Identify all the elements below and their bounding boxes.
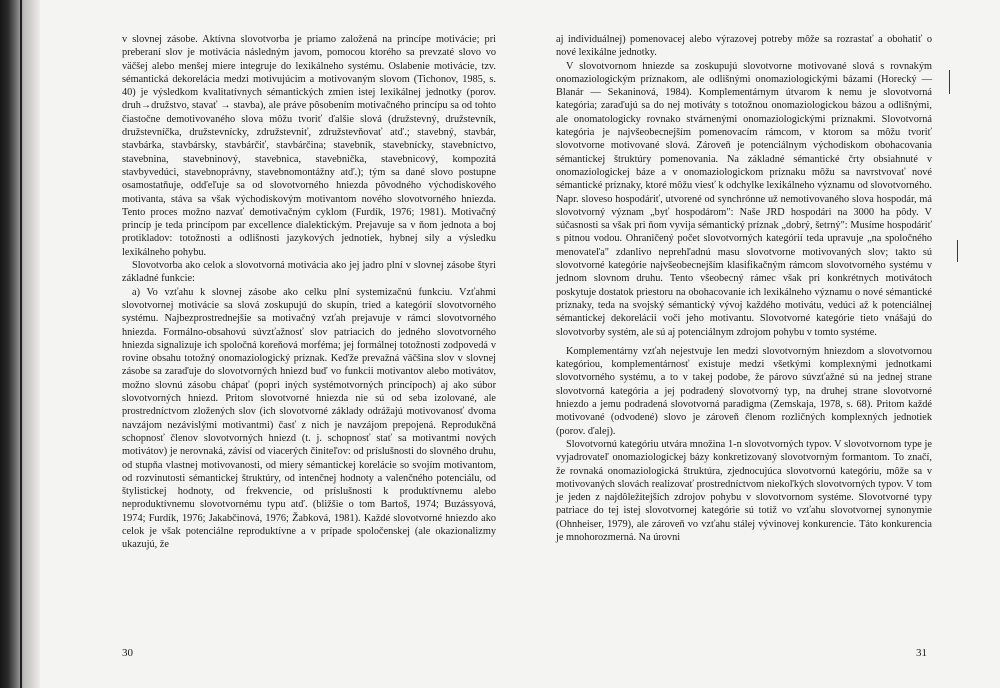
- left-page-number: 30: [122, 647, 133, 659]
- right-paragraph-3: Komplementárny vzťah nejestvuje len medzi slovotvorným hniezdom a slovotvornou kategóriou, komplementárnosť existuje medzi všetkými komplexnými jednotkami slovotvorného systému, a to v takej podobe, že párovo súvzťažné sú na jednej strane slovotvorná kategória a jej podradený slovotvorný typ, na druhej strane slovotvorné hniezdo a jemu podradená slovotvorná paradigma (Zemskaja, 1978, s. 68). Pritom každé motivované (odvodené) slovo je zároveň členom rozličných komplexných jednotiek (porov. ďalej).: [556, 345, 932, 437]
- binding-line: [20, 0, 22, 688]
- left-page: [122, 33, 496, 633]
- margin-pencil-mark: [957, 240, 958, 262]
- right-paragraph-4: Slovotvornú kategóriu utvára množina 1-n slovotvorných typov. V slovotvornom type je vyjadrovateľ onomaziologickej bázy konkretizovaný slovotvorným formantom. To značí, že rovnaká onomaziologická štruktúra, zjednocujúca slovotvornú kategóriu, môže sa v motivovaných slovách realizovať prostredníctvom niekoľkých slovotvorných typov. V tom je jeden z najdôležitejších zdrojov pohybu v slovotvornom systéme. Slovotvorné typy patriace do tej istej slovotvornej kategórie sú totiž vo vzťahu slovotvornej synonymie (Ohnheiser, 1979), ale zároveň vo vzťahu stálej vývinovej konkurencie. Táto konkurencia je mnohorozmerná. Na úrovni: [556, 438, 932, 543]
- left-paragraph-3: a) Vo vzťahu k slovnej zásobe ako celku plní systemizačnú funkciu. Vzťahmi slovotvornej motivácie sa slová zoskupujú do skupín, tried a kategórií slovotvorného systému. Najbezprostrednejšie sa motivačný vzťah prejavuje v rámci slovotvorného hniezda. Formálno-obsahovú súvzťažnosť slov patriacich do jedného slovotvorného hniezda signalizuje ich spoločná koreňová morféma; jej formálnej totožnosti zodpovedá v rovine obsahu totožný onomaziologický príznak. Keďže prevažná väčšina slov v slovnej zásobe sa zaraďuje do slovotvorných hniezd buď vo funkcii motivantov alebo motivátov, možno slovnú zásobu chápať (popri iných systémotvorných princípoch) aj ako súbor slovotvorných hniezd. Pritom slovotvorné hniezda nie sú od seba izolované, ale prostredníctvom zložených slov (ich slovotvorné základy odrážajú motivovanosť dvoma navzájom nezávislými motivantmi) časť z nich je navzájom prepojená. Reprodukčná schopnosť členov slovotvorných hniezd (t. j. schopnosť stať sa motivantmi nových motivátov) je nerovnaká, závisí od viacerých činiteľov: od príslušnosti do slovného druhu, od stupňa vlastnej motivovanosti, od miery sémantickej korelácie so svojím motivantom, od rozvinutosti sémantickej štruktúry, od intenčnej hodnoty a valenčného potenciálu, od štylistickej hodnoty, od frekvencie, od príslušnosti k produktívnemu alebo neproduktívnemu slovotvornému typu atď. (bližšie o tom Bartoš, 1974; Buzássyová, 1974; Furdík, 1976; Jakabčinová, 1976; Žabková, 1981). Každé slovotvorné hniezdo ako celok je však potenciálne reproduktívne a v prípade spoločenskej (ale okazionalizmy ukazujú, že: [122, 286, 496, 551]
- margin-pencil-mark: [949, 70, 950, 94]
- left-paragraph-1: v slovnej zásobe. Aktívna slovotvorba je priamo založená na princípe motivácie; pri preberaní slov je motivácia následným javom, pomocou ktorého sa prevzaté slovo vo väčšej alebo menšej miere integruje do lexikálneho systému. Oslabenie motivácie, tzv. sémantická dekorelácia medzi motivujúcim a motivovaným slovom (Tichonov, 1985, s. 40) je výsledkom kvalitatívnych sémantických zmien istej lexikálnej jednotky (porov. druh→družstvo, stavať → stavba), ale práve pôsobením motivačného princípu sa od tohto čiastočne demotivovaného slova môžu tvoriť ďalšie slová (družstevný, družstevník, družstevníčka, družstevnícky, združstevniť, združstevňovať atď.; stavebný, stavbár, stavbárka, stavbársky, stavbárčiť, stavbárčina; stavebník, stavebnícky, stavebníctvo, stavebnina, stavebninový, stavebnica, stavebnička, stavebnicový, kompozitá stavbyvedúci, stavebnoprávny, stavebnomontážny atď.); tým sa dané slovo postupne osamostatňuje, odďeľuje sa od slovotvorného hniezda pôvodného východiskového motivanta, stáva sa však východiskovým motivantom nového slovotvorného hniezda. Tento proces možno nazvať demotivačným cyklom (Furdík, 1976; 1981). Motivačný princíp je teda princípom par excellence dialektickým. Prejavuje sa v ňom jednota a boj protikladov: totožnosti a odlišnosti jazykových jednotiek, hybnej sily a výsledku lexikálneho pohybu.: [122, 34, 496, 258]
- left-paragraph-2: Slovotvorba ako celok a slovotvorná motivácia ako jej jadro plní v slovnej zásobe štyri základné funkcie:: [122, 260, 496, 285]
- right-page: [556, 33, 932, 633]
- right-page-number: 31: [916, 647, 927, 659]
- right-paragraph-1: aj individuálnej) pomenovacej alebo výrazovej potreby môže sa rozrastať a obohatiť o nové lexikálne jednotky.: [556, 34, 932, 59]
- right-paragraph-2: V slovotvornom hniezde sa zoskupujú slovotvorne motivované slová s rovnakým onomaziologickým príznakom, ale odlišnými onomaziologickými bázami (Horecký — Blanár — Sekaninová, 1984). Komplementárnym útvarom k nemu je slovotvorná kategória; zaraďujú sa do nej motiváty s totožnou onomaziologickou bázou a odlišnými, ale onomatologicky rovnako stvárnenými onomaziologickými príznakmi. Slovotvorná kategória je najvšeobecnejším pomenovacím rámcom, v ktorom sa môžu tvoriť slovotvorne motivované slová. Zároveň je potenciálnym východiskom obohacovania sémantickej štruktúry pomenovania. Na základné sémantické črty obsiahnuté v onomaziologickej báze a v onomaziologickom príznaku môžu sa navrstvovať nové sémantické príznaky, ktoré môžu viesť k odchylke lexikálneho významu od slovotvorného. Napr. sloveso hospodáriť, utvorené od synchrónne už nemotivovaného slova hospodár, má slovotvorný význam „byť hospodárom": Naše JRD hospodári na 3000 ha pôdy. V súčasnosti sa však pri ňom vyvija sémantický príznak „dobrý, šetrný": Musíme hospodáriť s pitnou vodou. Ohraničený počet slovotvorných kategórií teda upravuje „na spoločného menovateľa" zdanlivo neprehľadnú masu slovotvorne motivovaných slov; takto sú slovotvorné kategórie najvšeobecnejším klasifikačným rámcom slovotvorného systému v jednom slovnom druhu. Tento všeobecný rámec však pri konkrétnych motivátoch poskytuje dostatok priestoru na obohacovanie ich lexikálneho významu o nové sémantické príznaky, teda na svojský sémantický vývoj každého motivátu, vedúci až k potenciálnej sémantickej dekorelácii voči jeho motivantu. Slovotvorné kategórie tieto vnášajú do slovotvorby systém, ale sú aj potenciálnym zdrojom pohybu v tomto systéme.: [556, 60, 932, 338]
